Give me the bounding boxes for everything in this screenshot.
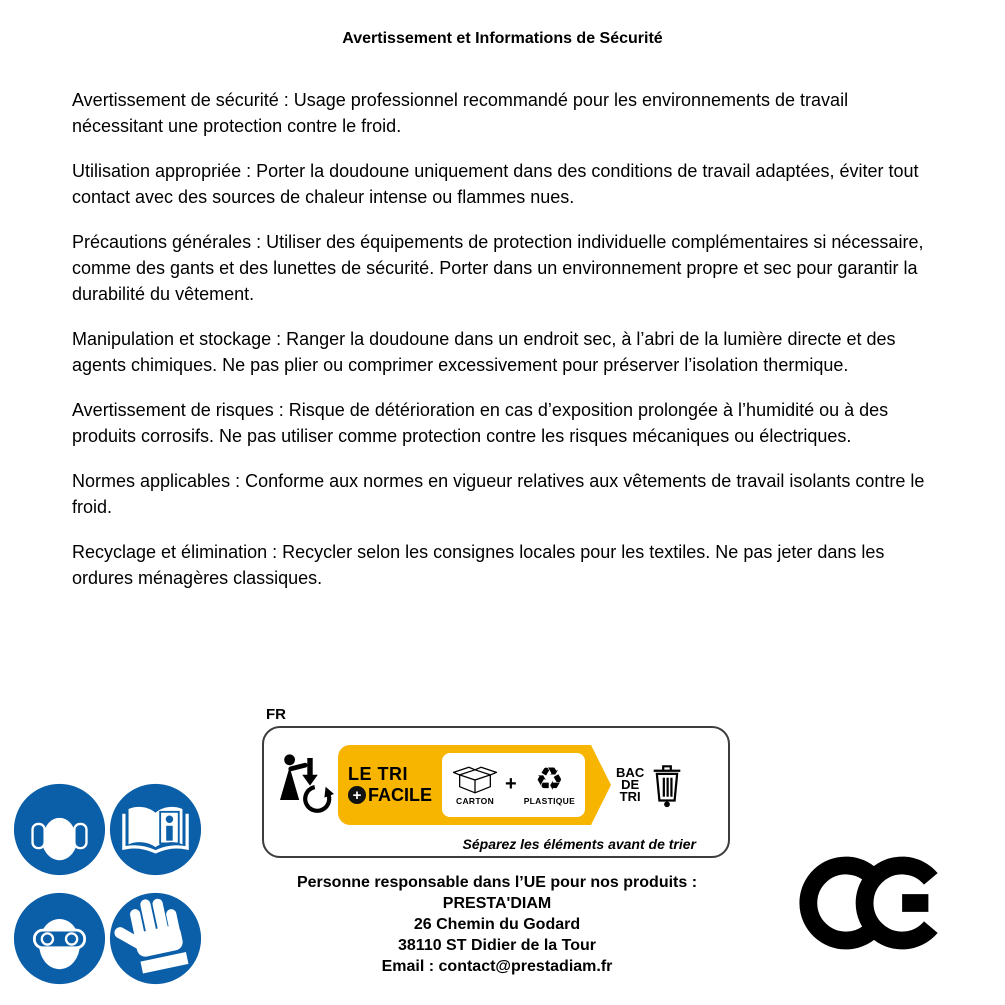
- company-name: PRESTA'DIAM: [442, 895, 552, 912]
- safety-paragraph: Utilisation appropriée : Porter la doudoune uniquement dans des conditions de travail adaptées, éviter tout contact avec des sources de chaleur intense ou flammes nues.: [72, 161, 919, 207]
- safety-paragraph: Avertissement de risques : Risque de détérioration en cas d’exposition prolongée à l’humidité ou à des produits corrosifs. Ne pas utiliser comme protection contre les risques mécaniques ou électriques.: [72, 400, 889, 446]
- responsible-intro: Personne responsable dans l’UE pour nos produits :: [296, 874, 698, 891]
- page-title: Avertissement et Informations de Sécurité: [342, 30, 663, 47]
- banner-arrow-icon: [591, 745, 611, 825]
- carton-label: CARTON: [456, 796, 495, 806]
- sorting-instruction: Séparez les éléments avant de trier: [462, 836, 696, 852]
- cardboard-box-icon: [452, 763, 498, 795]
- tri-facile-banner: [338, 745, 611, 825]
- safety-paragraph: Manipulation et stockage : Ranger la doudoune dans un endroit sec, à l’abri de la lumière directe et des agents chimiques. Ne pas plier ou comprimer excessivement pour préserver l’isolation thermique.: [72, 329, 896, 375]
- country-code-label: FR: [266, 706, 286, 723]
- plus-badge-icon: +: [348, 786, 366, 804]
- safety-paragraph: Précautions générales : Utiliser des équipements de protection individuelle complémentaires si nécessaire, comme des gants et des lunettes de sécurité. Porter dans un environnement propre et sec pour garantir la durabilité du vêtement.: [72, 232, 924, 304]
- contact-email: Email : contact@prestadiam.fr: [381, 958, 613, 975]
- recycling-triangle-icon: ♻: [535, 760, 564, 798]
- plastique-material: [523, 760, 576, 806]
- triman-recycling-icon: [274, 742, 334, 828]
- le-tri-label: LE TRI: [348, 763, 408, 784]
- materials-panel: [442, 753, 585, 817]
- sorting-bin-icon: [648, 757, 686, 813]
- plastique-label: PLASTIQUE: [523, 796, 576, 806]
- safety-paragraph: Normes applicables : Conforme aux normes en vigueur relatives aux vêtements de travail isolants contre le froid.: [72, 471, 925, 517]
- read-manual-icon: [109, 783, 202, 876]
- hand-protection-icon: [109, 892, 202, 985]
- ce-marking-icon: [799, 851, 949, 955]
- address-city: 38110 ST Didier de la Tour: [398, 937, 596, 954]
- recycling-sorting-label: [262, 726, 730, 858]
- le-tri-facile-text: [348, 764, 440, 806]
- carton-material: [452, 763, 498, 806]
- address-street: 26 Chemin du Godard: [413, 916, 581, 933]
- ear-protection-icon: [13, 783, 106, 876]
- safety-text-block: [72, 87, 939, 591]
- tri-facile-yellow-badge: [338, 745, 591, 825]
- safety-paragraph: Recyclage et élimination : Recycler selon les consignes locales pour les textiles. Ne pas jeter dans les ordures ménagères classiques.: [72, 542, 885, 588]
- eye-protection-icon: [13, 892, 106, 985]
- responsible-person-block: [252, 872, 742, 977]
- plus-sign: +: [505, 773, 517, 795]
- bac-de-tri-label: BAC DE TRI: [616, 764, 645, 804]
- recycling-label-row: [274, 734, 720, 835]
- facile-label: FACILE: [368, 784, 433, 805]
- safety-paragraph: Avertissement de sécurité : Usage professionnel recommandé pour les environnements de travail nécessitant une protection contre le froid.: [72, 90, 849, 136]
